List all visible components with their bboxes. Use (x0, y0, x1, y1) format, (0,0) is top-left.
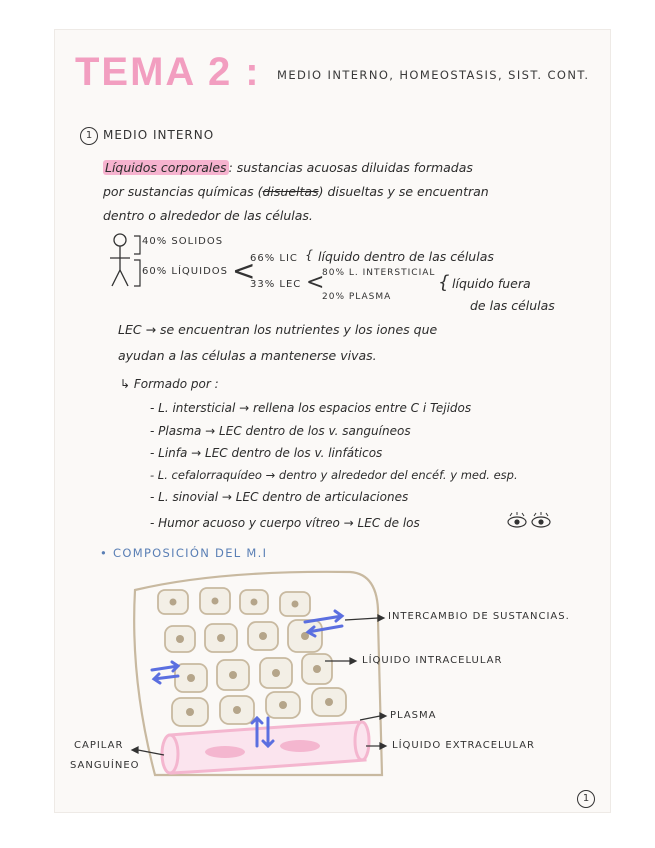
page-title: TEMA 2 : (75, 50, 261, 94)
lec-label: 33% LEC (250, 279, 302, 290)
lic-label: 66% LIC (250, 253, 298, 264)
label-capilar-2: SANGUÍNEO (70, 760, 140, 771)
definition-rest: : sustancias acuosas diluidas formadas (228, 160, 473, 175)
definition-line-3: dentro o alrededor de las células. (103, 208, 313, 223)
medio-interno-diagram (60, 560, 580, 790)
page-number: 1 (577, 790, 595, 808)
section-number: 1 (80, 127, 98, 145)
formado-item: - L. sinovial → LEC dentro de articulaciones (150, 490, 409, 504)
definition-line2-a: por sustancias químicas ( (103, 184, 263, 199)
definition-line-2 (103, 184, 489, 199)
plasma-percent-label: 20% PLASMA (322, 292, 392, 302)
formado-item: - Humor acuoso y cuerpo vítreo → LEC de los (150, 516, 420, 530)
label-extracelular: LÍQUIDO EXTRACELULAR (392, 740, 536, 751)
composition-heading: • COMPOSICIÓN DEL M.I (100, 546, 268, 560)
formado-item: - L. cefalorraquídeo → dentro y alrededor del encéf. y med. esp. (150, 468, 518, 482)
formado-item: - Linfa → LEC dentro de los v. linfáticos (150, 446, 383, 460)
lec-text-line-2: ayudan a las células a mantenerse vivas. (118, 348, 377, 363)
formado-heading: ↳ Formado por : (120, 377, 219, 391)
lec-text-line-1: LEC → se encuentran los nutrientes y los iones que (118, 322, 438, 337)
lec-less-than: < (306, 270, 325, 295)
lic-description: líquido dentro de las células (318, 249, 494, 264)
label-intracelular: LÍQUIDO INTRACELULAR (362, 655, 503, 666)
cells (158, 588, 346, 726)
label-plasma: PLASMA (390, 710, 437, 721)
eye-icon (532, 512, 550, 527)
liquidos-label: 60% LÍQUIDOS (142, 266, 228, 277)
page-subtitle: MEDIO INTERNO, HOMEOSTASIS, SIST. CONT. (277, 68, 590, 82)
label-intercambio: INTERCAMBIO DE SUSTANCIAS. (388, 611, 570, 622)
intersticial-label: 80% L. INTERSTICIAL (322, 268, 436, 278)
fuera-brace: { (438, 272, 450, 293)
solidos-label: 40% SOLIDOS (142, 236, 224, 247)
struck-word: disueltas (262, 184, 319, 199)
definition-term: Líquidos corporales (105, 160, 227, 175)
formado-item: - Plasma → LEC dentro de los v. sanguíneos (150, 424, 411, 438)
section-title: MEDIO INTERNO (103, 128, 215, 142)
eyes-icons (506, 512, 554, 532)
definition-line2-b: ) disueltas y se encuentran (318, 184, 489, 199)
eye-icon (508, 512, 526, 527)
lic-brace: { (305, 247, 313, 262)
fuera-line-1: líquido fuera (452, 276, 531, 291)
fuera-line-2: de las células (470, 298, 555, 313)
definition-line-1 (103, 160, 473, 175)
formado-item: - L. intersticial → rellena los espacios entre C i Tejidos (150, 401, 472, 415)
label-capilar-1: CAPILAR (74, 740, 124, 751)
brace-less-than: < (232, 254, 256, 287)
